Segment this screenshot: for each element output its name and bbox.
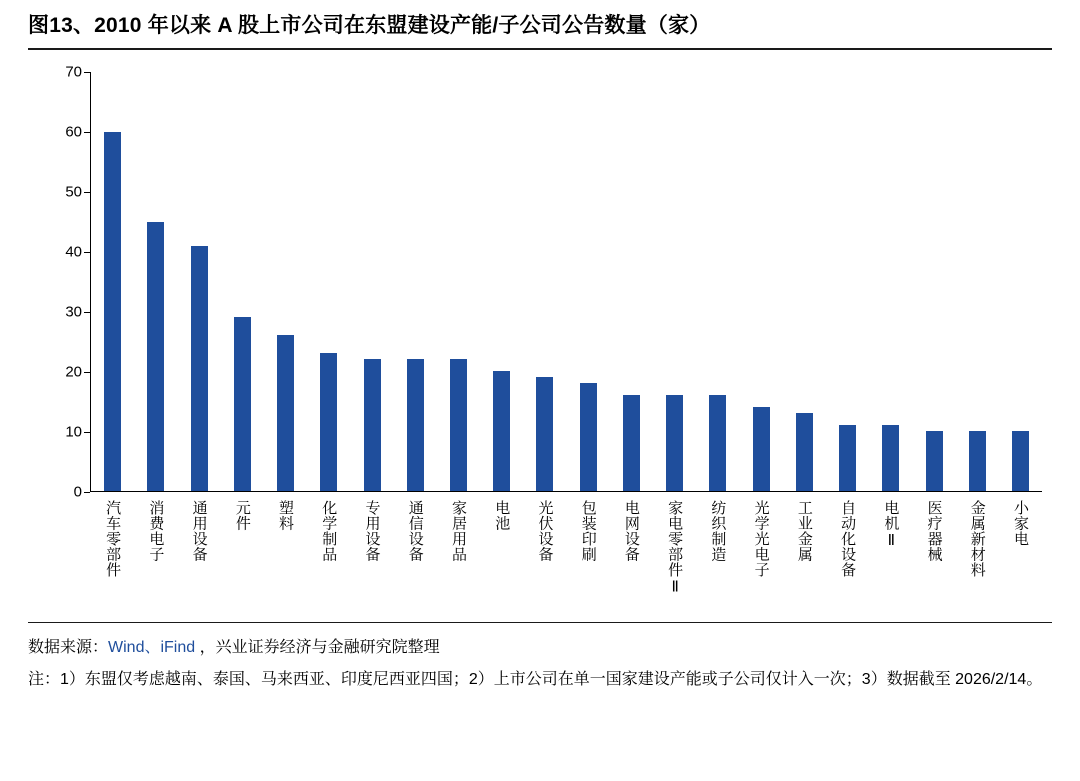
bar <box>623 395 640 491</box>
x-tick-label-slot <box>999 500 1042 620</box>
x-tick-label-slot <box>394 500 437 620</box>
bar-slot <box>264 72 307 491</box>
bar <box>753 407 770 491</box>
bar <box>191 246 208 491</box>
x-tick-label: 通信设备 <box>406 500 424 562</box>
x-tick-label: 元件 <box>233 500 251 531</box>
source-brand: Wind、iFind <box>108 639 196 656</box>
bar <box>536 377 553 491</box>
x-tick-label-slot <box>740 500 783 620</box>
bar-slot <box>437 72 480 491</box>
bar-slot <box>350 72 393 491</box>
y-tick-label: 70 <box>65 63 82 81</box>
y-tick-mark <box>84 312 90 313</box>
source-prefix: 数据来源： <box>28 639 109 656</box>
bar <box>277 335 294 491</box>
x-tick-label-slot <box>350 500 393 620</box>
x-tick-label-slot <box>567 500 610 620</box>
x-tick-label-slot <box>912 500 955 620</box>
y-tick-label: 40 <box>65 243 82 261</box>
y-tick-label: 30 <box>65 303 82 321</box>
bar-slot <box>696 72 739 491</box>
x-tick-label-slot <box>696 500 739 620</box>
plot-area <box>65 63 1042 501</box>
y-tick-mark <box>84 132 90 133</box>
x-tick-label-slot <box>437 500 480 620</box>
y-tick-mark <box>84 492 90 493</box>
bar <box>320 353 337 491</box>
title-section <box>28 0 1052 50</box>
bar <box>580 383 597 491</box>
y-tick-mark <box>84 72 90 73</box>
bar-series <box>91 72 1042 491</box>
x-tick-label: 消费电子 <box>147 500 165 562</box>
bar-slot <box>826 72 869 491</box>
x-tick-label-slot <box>307 500 350 620</box>
x-tick-label: 光学光电子 <box>752 500 770 578</box>
y-tick-label: 60 <box>65 123 82 141</box>
x-tick-label-slot <box>956 500 999 620</box>
bar <box>709 395 726 491</box>
x-tick-label: 工业金属 <box>795 500 813 562</box>
x-tick-label: 化学制品 <box>320 500 338 562</box>
x-tick-label: 电机Ⅱ <box>882 500 900 550</box>
y-tick-label: 10 <box>65 423 82 441</box>
x-tick-label-slot <box>177 500 220 620</box>
bar <box>364 359 381 491</box>
y-tick-label: 0 <box>73 483 82 501</box>
x-tick-label: 家居用品 <box>449 500 467 562</box>
x-tick-label-slot <box>480 500 523 620</box>
x-tick-label: 专用设备 <box>363 500 381 562</box>
bar-slot <box>134 72 177 491</box>
y-tick-mark <box>84 252 90 253</box>
bar <box>839 425 856 491</box>
bar <box>882 425 899 491</box>
page-title: 图13、2010 年以来 A 股上市公司在东盟建设产能/子公司公告数量（家） <box>28 14 711 37</box>
bar <box>104 132 121 491</box>
bar-slot <box>394 72 437 491</box>
x-tick-label-slot <box>221 500 264 620</box>
bar <box>926 431 943 491</box>
x-tick-label-slot <box>610 500 653 620</box>
source-suffix: ，兴业证券经济与金融研究院整理 <box>195 639 440 656</box>
x-tick-label-slot <box>869 500 912 620</box>
note-line: 注：1）东盟仅考虑越南、泰国、马来西亚、印度尼西亚四国；2）上市公司在单一国家建设产能或子公司仅计入一次；3）数据截至 2026/2/14。 <box>28 671 1043 688</box>
bar-slot <box>307 72 350 491</box>
x-tick-label: 电网设备 <box>622 500 640 562</box>
bar <box>234 317 251 491</box>
bar-slot <box>956 72 999 491</box>
bar <box>666 395 683 491</box>
bar-slot <box>783 72 826 491</box>
bar-slot <box>221 72 264 491</box>
x-tick-label: 家电零部件Ⅱ <box>666 500 684 596</box>
x-tick-label: 自动化设备 <box>839 500 857 578</box>
x-tick-label: 电池 <box>493 500 511 531</box>
y-tick-mark <box>84 372 90 373</box>
bar <box>450 359 467 491</box>
bar-slot <box>653 72 696 491</box>
bar-slot <box>567 72 610 491</box>
x-axis <box>90 491 1042 492</box>
bar-slot <box>480 72 523 491</box>
x-tick-label: 小家电 <box>1012 500 1030 547</box>
x-tick-labels <box>91 500 1042 620</box>
bar <box>969 431 986 491</box>
x-tick-label: 纺织制造 <box>709 500 727 562</box>
x-tick-label: 光伏设备 <box>536 500 554 562</box>
chart-canvas <box>28 50 1052 620</box>
x-tick-label-slot <box>523 500 566 620</box>
x-tick-label: 医疗器械 <box>925 500 943 562</box>
x-tick-label-slot <box>826 500 869 620</box>
x-tick-label: 金属新材料 <box>968 500 986 578</box>
x-tick-label-slot <box>264 500 307 620</box>
bar-slot <box>177 72 220 491</box>
bar <box>147 222 164 491</box>
bar-slot <box>740 72 783 491</box>
bar <box>796 413 813 491</box>
x-tick-label-slot <box>783 500 826 620</box>
y-tick-label: 20 <box>65 363 82 381</box>
bar <box>493 371 510 491</box>
y-tick-mark <box>84 192 90 193</box>
source-line <box>28 633 1052 663</box>
bar-slot <box>91 72 134 491</box>
x-tick-label-slot <box>653 500 696 620</box>
x-tick-label: 通用设备 <box>190 500 208 562</box>
bar-slot <box>999 72 1042 491</box>
footer-section <box>28 623 1052 695</box>
y-tick-label: 50 <box>65 183 82 201</box>
bar-slot <box>869 72 912 491</box>
x-tick-label: 汽车零部件 <box>104 500 122 578</box>
x-tick-label-slot <box>134 500 177 620</box>
y-tick-mark <box>84 432 90 433</box>
x-tick-label-slot <box>91 500 134 620</box>
bar <box>1012 431 1029 491</box>
bar-slot <box>610 72 653 491</box>
bar-slot <box>523 72 566 491</box>
bar <box>407 359 424 491</box>
x-tick-label: 塑料 <box>277 500 295 531</box>
x-tick-label: 包装印刷 <box>579 500 597 562</box>
bar-slot <box>912 72 955 491</box>
